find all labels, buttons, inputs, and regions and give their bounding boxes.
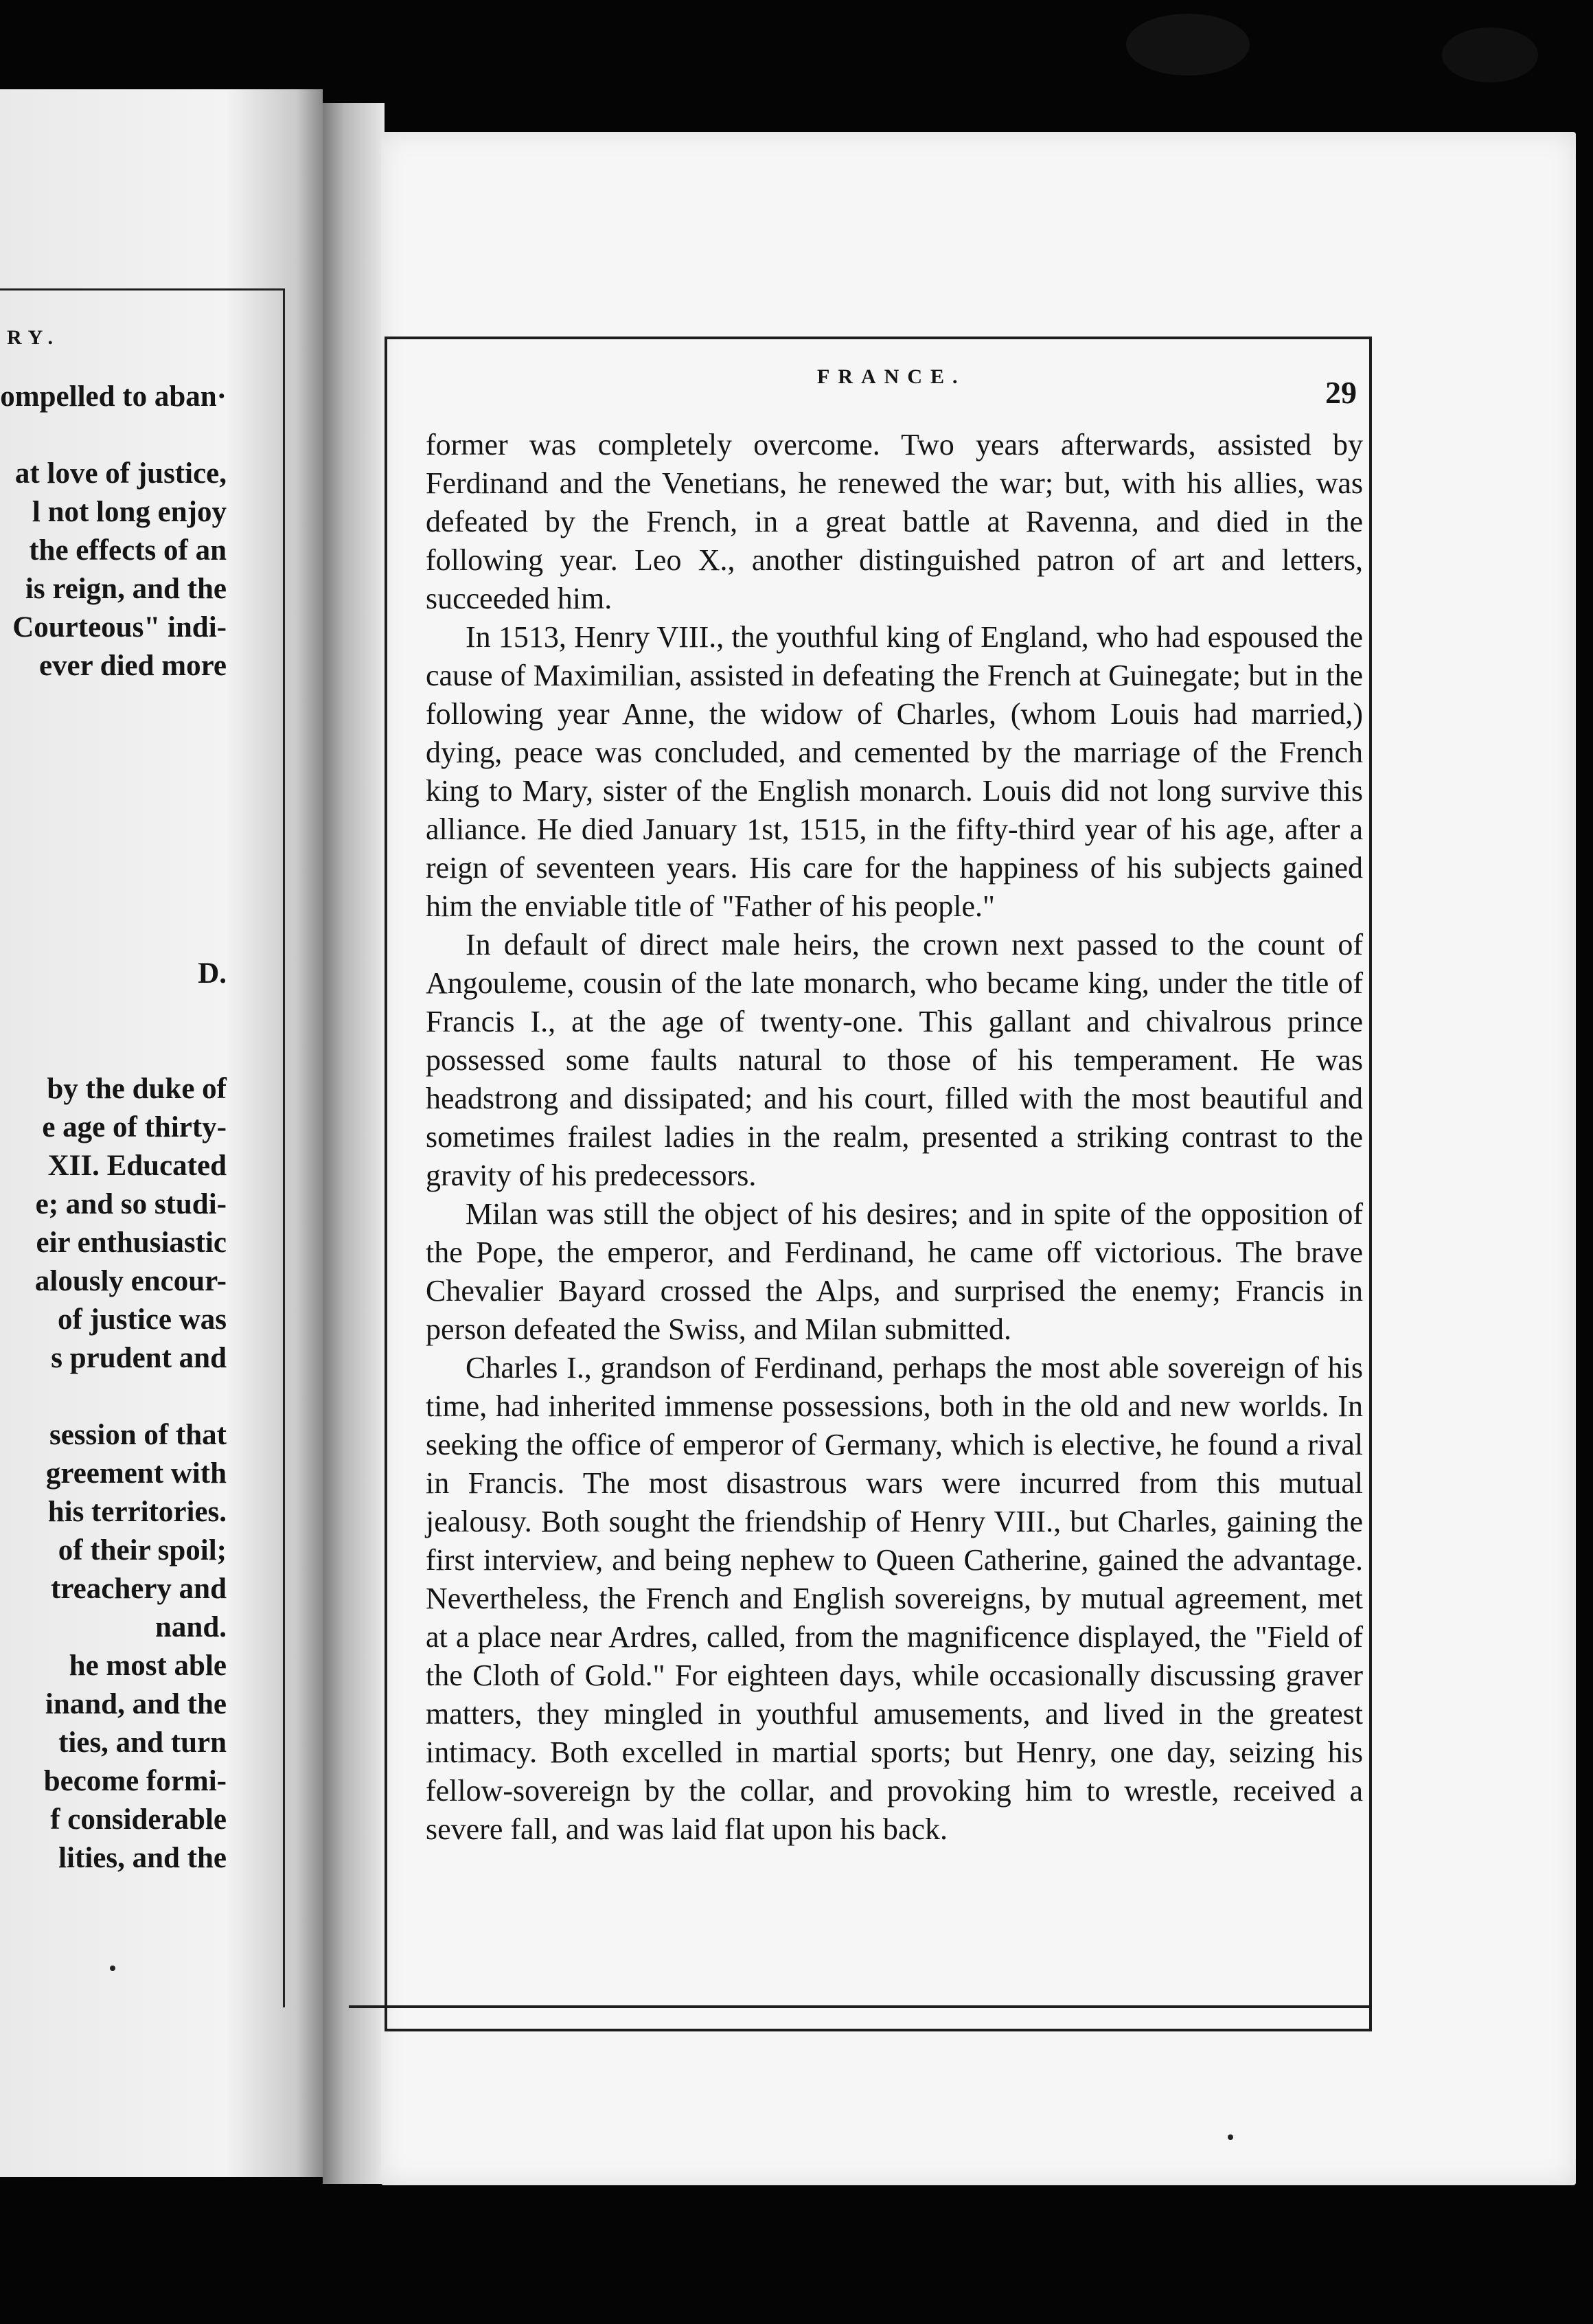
- running-head: FRANCE.: [817, 365, 966, 388]
- left-page-line: [0, 1378, 227, 1416]
- left-page-line: s prudent and: [51, 1342, 227, 1374]
- left-page-line: [0, 878, 227, 916]
- left-page-line: greement with: [45, 1457, 227, 1490]
- page-number: 29: [1325, 375, 1357, 410]
- left-page-line: [0, 685, 227, 724]
- book-gutter: [323, 103, 385, 2184]
- left-running-head: RY.: [7, 326, 60, 349]
- left-page-line: D.: [198, 957, 227, 990]
- scan-artifact: [1442, 27, 1538, 82]
- left-page-line: e; and so studi-: [35, 1188, 227, 1220]
- left-page-text: [0, 378, 227, 1878]
- paragraph: Charles I., grandson of Ferdinand, perhaps the most able sovereign of his time, had inherited immense possessions, both in the old and new worlds. In seeking the office of emperor of Germany, which is elective, he found a rival in Francis. The most disastrous wars were incurred from this mutual jealousy. Both sought the friendship of Henry VIII., but Charles, gaining the first interview, and being nephew to Queen Catherine, gained the advantage. Nevertheless, the French and English sovereigns, by mutual agreement, met at a place near Ardres, called, from the magnificence displayed, the "Field of the Cloth of Gold." For eighteen days, while occasionally discussing graver matters, they mingled in youthful amusements, and lived in the greatest intimacy. Both excelled in martial sports; but Henry, one day, seizing his fellow-sovereign by the collar, and provoking him to wrestle, received a severe fall, and was laid flat upon his back.: [426, 1351, 1363, 1846]
- left-page-line: ties, and turn: [58, 1727, 227, 1759]
- left-page-line: Courteous" indi-: [12, 611, 227, 643]
- left-page: [0, 89, 323, 2177]
- speck: [1228, 2134, 1233, 2140]
- left-page-line: lities, and the: [58, 1842, 227, 1874]
- paragraph: In 1513, Henry VIII., the youthful king of England, who had espoused the cause of Maximilian, assisted in defeating the French at Guinegate; but in the following year Anne, the widow of Charles, (whom Louis had married,) dying, peace was concluded, and cemented by the marriage of the French king to Mary, sister of the English monarch. Louis did not long survive this alliance. He died January 1st, 1515, in the fifty-third year of his age, after a reign of seventeen years. His care for the happiness of his subjects gained him the enviable title of "Father of his people.": [426, 620, 1363, 923]
- left-page-line: the effects of an: [29, 534, 227, 567]
- left-page-line: [0, 801, 227, 839]
- left-page-line: l not long enjoy: [32, 496, 227, 528]
- left-page-line: ompelled to aban·: [0, 380, 227, 413]
- left-page-line: [0, 839, 227, 878]
- paragraph: former was completely overcome. Two years afterwards, assisted by Ferdinand and the Venetians, he renewed the war; but, with his allies, was defeated by the French, in a great battle at Ravenna, and died in the following year. Leo X., another distinguished patron of art and letters, succeeded him.: [426, 428, 1363, 615]
- left-page-line: at love of justice,: [14, 457, 227, 490]
- body-text: [426, 426, 1363, 1849]
- left-page-line: become formi-: [43, 1765, 227, 1797]
- left-page-line: inand, and the: [45, 1688, 227, 1720]
- left-page-line: [0, 993, 227, 1032]
- left-page-line: eir enthusiastic: [36, 1227, 227, 1259]
- paragraph: In default of direct male heirs, the crown next passed to the count of Angouleme, cousin of the late monarch, who became king, under the title of Francis I., at the age of twenty-one. This gallant and chivalrous prince possessed some faults natural to those of his temperament. He was headstrong and dissipated; and his court, filled with the most beautiful and sometimes frailest ladies in the realm, presented a striking contrast to the gravity of his predecessors.: [426, 928, 1363, 1192]
- left-page-line: [0, 916, 227, 955]
- speck: [110, 1966, 115, 1971]
- left-page-line: alously encour-: [34, 1265, 227, 1297]
- scan-artifact: [1126, 14, 1250, 76]
- left-page-line: ever died more: [38, 650, 227, 682]
- left-page-line: nand.: [155, 1611, 227, 1643]
- left-page-line: he most able: [69, 1650, 227, 1682]
- left-page-line: [0, 762, 227, 801]
- left-page-line: treachery and: [51, 1573, 227, 1605]
- left-page-line: of their spoil;: [58, 1534, 227, 1567]
- left-page-line: [0, 1032, 227, 1070]
- left-page-line: XII. Educated: [47, 1150, 227, 1182]
- paragraph: Milan was still the object of his desires; and in spite of the opposition of the Pope, the emperor, and Ferdinand, he came off victorious. The brave Chevalier Bayard crossed the Alps, and surprised the enemy; Francis in person defeated the Swiss, and Milan submitted.: [426, 1197, 1363, 1346]
- left-page-line: by the duke of: [47, 1073, 227, 1105]
- left-page-line: e age of thirty-: [42, 1111, 227, 1143]
- left-page-line: [0, 416, 227, 455]
- left-page-line: session of that: [49, 1419, 227, 1451]
- left-page-line: of justice was: [57, 1303, 227, 1336]
- left-page-line: [0, 724, 227, 762]
- frame-rule-bottom: [349, 2005, 1372, 2008]
- left-page-line: his territories.: [47, 1496, 227, 1528]
- left-page-line: f considerable: [50, 1803, 227, 1836]
- left-page-line: is reign, and the: [25, 573, 227, 605]
